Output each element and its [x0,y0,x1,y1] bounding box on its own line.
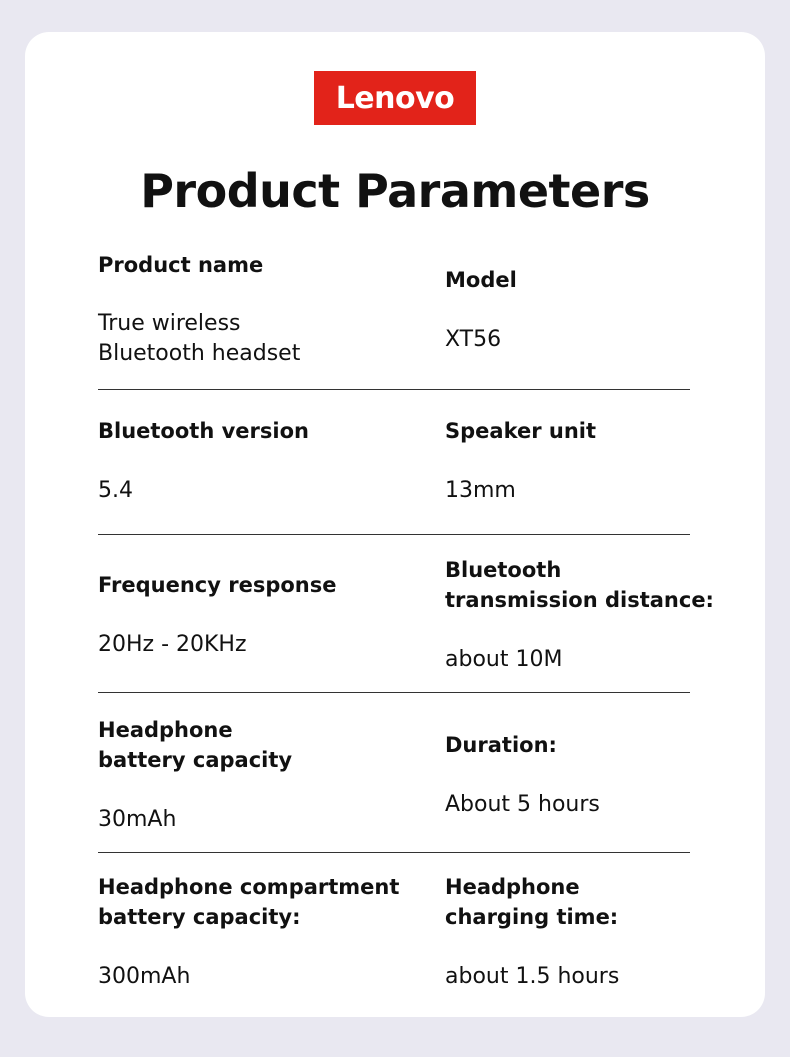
spec-value-duration: About 5 hours [445,792,600,817]
row-divider [98,534,690,535]
spec-value-headphone-battery: 30mAh [98,807,177,832]
row-divider [98,852,690,853]
row-divider [98,389,690,390]
lenovo-logo: Lenovo [314,71,476,125]
spec-label-speaker-unit: Speaker unit [445,419,597,443]
spec-label-product-name: Product name [98,253,264,277]
row-divider [98,692,690,693]
spec-label-frequency-response: Frequency response [98,573,337,597]
spec-label-bluetooth-version: Bluetooth version [98,419,309,443]
spec-value-model: XT56 [445,327,502,352]
page-title: Product Parameters [140,164,650,218]
spec-value-bluetooth-version: 5.4 [98,478,133,503]
spec-value-charging-time: about 1.5 hours [445,964,620,989]
spec-value-speaker-unit: 13mm [445,478,516,503]
spec-label-charging-time: Headphone charging time: [445,875,619,929]
spec-label-headphone-battery: Headphone battery capacity [98,718,293,772]
spec-value-transmission-distance: about 10M [445,647,563,672]
spec-value-frequency-response: 20Hz - 20KHz [98,632,247,657]
spec-value-compartment-battery: 300mAh [98,964,191,989]
spec-label-duration: Duration: [445,733,557,757]
spec-label-transmission-distance: Bluetooth transmission distance: [445,558,714,612]
spec-value-product-name: True wireless Bluetooth headset [98,311,301,366]
spec-label-model: Model [445,268,517,292]
spec-label-compartment-battery: Headphone compartment battery capacity: [98,875,400,929]
